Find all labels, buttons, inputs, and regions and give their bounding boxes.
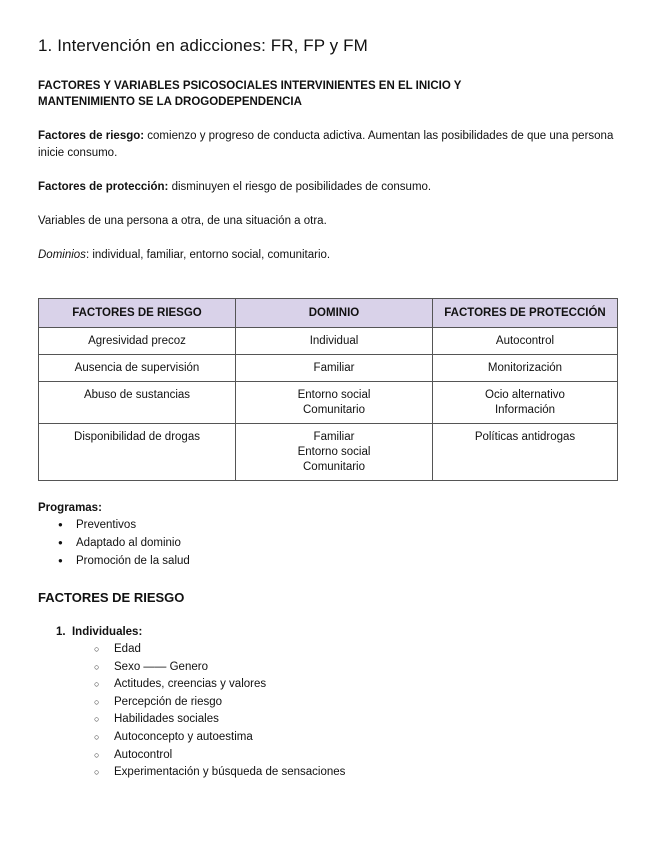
cell-line: Monitorización xyxy=(487,362,563,374)
list-item: ○ Sexo —— Genero xyxy=(94,659,618,677)
cell-riesgo xyxy=(39,355,236,382)
cell-riesgo xyxy=(39,424,236,481)
programas-section xyxy=(38,500,618,570)
cell-proteccion xyxy=(433,382,618,424)
list-item: ○ Habilidades sociales xyxy=(94,711,618,729)
cell-dominio xyxy=(236,382,433,424)
paragraph-dominios xyxy=(38,247,618,264)
cell-line: Autocontrol xyxy=(495,335,555,347)
list-item: ○ Autocontrol xyxy=(94,747,618,765)
text-factores-proteccion: disminuyen el riesgo de posibilidades de consumo. xyxy=(168,181,432,193)
document-page xyxy=(38,36,618,782)
list-item: ● Adaptado al dominio xyxy=(58,534,618,552)
individuales-section xyxy=(38,623,618,782)
cell-line: Abuso de sustancias xyxy=(83,389,191,401)
cell-dominio xyxy=(236,328,433,355)
label-factores-proteccion: Factores de protección: xyxy=(38,181,169,193)
programas-list xyxy=(38,516,618,570)
cell-line: Comunitario xyxy=(303,461,365,473)
individuales-list xyxy=(56,641,618,782)
cell-line: Agresividad precoz xyxy=(88,335,186,347)
individuales-label: Individuales: xyxy=(71,626,143,638)
list-item: ○ Edad xyxy=(94,641,618,659)
cell-line: Familiar xyxy=(313,362,355,374)
header-factores-riesgo: FACTORES DE RIESGO xyxy=(39,299,236,328)
table-row xyxy=(39,382,618,424)
header-dominio: DOMINIO xyxy=(236,299,433,328)
paragraph-factores-proteccion xyxy=(38,179,618,196)
header-factores-proteccion: FACTORES DE PROTECCIÓN xyxy=(433,299,618,328)
cell-line: Disponibilidad de drogas xyxy=(74,431,200,443)
cell-dominio xyxy=(236,424,433,481)
table-row xyxy=(39,355,618,382)
cell-dominio xyxy=(236,355,433,382)
label-factores-riesgo: Factores de riesgo: xyxy=(38,130,145,142)
list-item: ○ Experimentación y búsqueda de sensaciones xyxy=(94,764,618,782)
factors-table xyxy=(38,298,618,481)
cell-line: Políticas antidrogas xyxy=(474,431,576,443)
list-item: ○ Autoconcepto y autoestima xyxy=(94,729,618,747)
subheading-line-1: FACTORES Y VARIABLES PSICOSOCIALES INTERVINIENTES EN EL INICIO Y xyxy=(38,80,462,92)
table-row xyxy=(39,424,618,481)
list-item: ● Preventivos xyxy=(58,516,618,534)
list-item: ● Promoción de la salud xyxy=(58,552,618,570)
cell-line: Entorno social xyxy=(297,389,371,401)
subheading-line-2: MANTENIMIENTO SE LA DROGODEPENDENCIA xyxy=(38,96,302,108)
list-number: 1. xyxy=(56,626,66,638)
cell-line: Entorno social xyxy=(297,446,371,458)
cell-line: Ausencia de supervisión xyxy=(74,362,200,374)
table-header-row xyxy=(39,299,618,328)
cell-proteccion xyxy=(433,328,618,355)
cell-line: Ocio alternativo xyxy=(485,389,565,401)
cell-line: Individual xyxy=(309,335,359,347)
label-dominios: Dominios xyxy=(38,249,86,261)
cell-riesgo xyxy=(39,328,236,355)
cell-proteccion xyxy=(433,424,618,481)
page-title: 1. Intervención en adicciones: FR, FP y FM xyxy=(38,36,368,55)
cell-proteccion xyxy=(433,355,618,382)
section-heading-factores-riesgo: FACTORES DE RIESGO xyxy=(38,590,185,605)
cell-riesgo xyxy=(39,382,236,424)
paragraph-factores-riesgo xyxy=(38,128,618,162)
table-row xyxy=(39,328,618,355)
cell-line: Información xyxy=(494,404,556,416)
list-item: ○ Percepción de riesgo xyxy=(94,694,618,712)
individuales-title xyxy=(56,623,618,641)
programas-title: Programas: xyxy=(38,502,102,514)
paragraph-variables: Variables de una persona a otra, de una situación a otra. xyxy=(38,215,327,227)
list-item: ○ Actitudes, creencias y valores xyxy=(94,676,618,694)
text-dominios: : individual, familiar, entorno social, comunitario. xyxy=(85,249,331,261)
cell-line: Comunitario xyxy=(303,404,365,416)
text-factores-riesgo: comienzo y progreso de conducta adictiva. Aumentan las posibilidades de que una persona inicie consumo. xyxy=(38,130,614,159)
cell-line: Familiar xyxy=(313,431,355,443)
section-subheading xyxy=(38,78,618,110)
